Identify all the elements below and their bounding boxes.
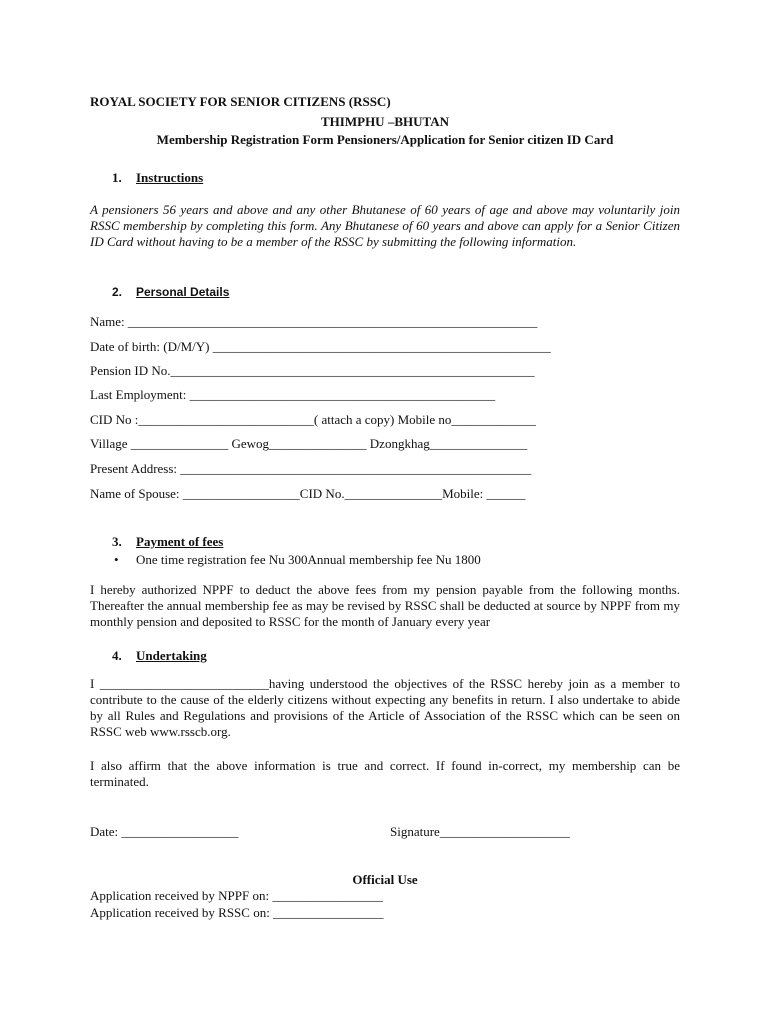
pension-id-field[interactable]: Pension ID No.________________________________________________________ bbox=[90, 363, 535, 378]
fee-bullet-item bbox=[114, 552, 481, 568]
section-number: 3. bbox=[112, 534, 122, 549]
section-title: Instructions bbox=[136, 170, 204, 185]
section-instructions-heading bbox=[112, 170, 203, 186]
fees-authorization-text: I hereby authorized NPPF to deduct the above fees from my pension payable from the following months. Thereafter the annual membership fee as may be revised by RSSC shall be deducted at source by NPPF from my monthly pension and deposited to RSSC for the month of January every year bbox=[90, 582, 680, 629]
undertaking-text: I __________________________having understood the objectives of the RSSC hereby join as a member to contribute to the cause of the elderly citizens without expecting any benefits in return. I also undertake to abide by all Rules and Regulations and provisions of the Article of Association of the RSSC which can be seen on RSSC web www.rsscb.org. bbox=[90, 676, 680, 739]
affirmation-text: I also affirm that the above information is true and correct. If found in-correct, my membership can be terminated. bbox=[90, 758, 680, 789]
section-title: Payment of fees bbox=[136, 534, 224, 549]
org-title: ROYAL SOCIETY FOR SENIOR CITIZENS (RSSC) bbox=[90, 94, 391, 109]
section-number: 4. bbox=[112, 648, 122, 663]
instructions-text: A pensioners 56 years and above and any other Bhutanese of 60 years of age and above may voluntarily join RSSC membership by completing this form. Any Bhutanese of 60 years and above can apply for a Senior Citizen ID Card without having to be a member of the RSSC by submitting the following information. bbox=[90, 202, 680, 249]
section-fees-heading bbox=[112, 534, 223, 550]
section-undertaking-heading bbox=[112, 648, 207, 664]
last-employment-field[interactable]: Last Employment: _______________________________________________ bbox=[90, 387, 496, 402]
section-title: Undertaking bbox=[136, 648, 207, 663]
village-gewog-dzongkhag-field[interactable]: Village _______________ Gewog_______________ Dzongkhag_______________ bbox=[90, 436, 528, 451]
present-address-field[interactable]: Present Address: ______________________________________________________ bbox=[90, 461, 532, 476]
signature-field[interactable]: Signature____________________ bbox=[390, 824, 570, 839]
section-title: Personal Details bbox=[136, 285, 230, 299]
bullet-icon: • bbox=[114, 552, 119, 567]
section-personal-heading bbox=[112, 284, 229, 300]
date-field[interactable]: Date: __________________ bbox=[90, 824, 239, 839]
section-number: 1. bbox=[112, 170, 122, 185]
official-use-title: Official Use bbox=[352, 872, 418, 887]
spouse-field[interactable]: Name of Spouse: __________________CID No._______________Mobile: ______ bbox=[90, 486, 526, 501]
name-field[interactable]: Name: _______________________________________________________________ bbox=[90, 314, 538, 329]
section-number: 2. bbox=[112, 285, 123, 299]
nppf-received-field[interactable]: Application received by NPPF on: _________________ bbox=[90, 888, 383, 903]
fee-bullet-text: One time registration fee Nu 300Annual membership fee Nu 1800 bbox=[136, 552, 481, 567]
form-title: Membership Registration Form Pensioners/Application for Senior citizen ID Card bbox=[156, 132, 614, 147]
rssc-received-field[interactable]: Application received by RSSC on: _________________ bbox=[90, 905, 384, 920]
cid-mobile-field[interactable]: CID No :___________________________( attach a copy) Mobile no_____________ bbox=[90, 412, 536, 427]
location-title: THIMPHU –BHUTAN bbox=[321, 114, 449, 129]
dob-field[interactable]: Date of birth: (D/M/Y) ____________________________________________________ bbox=[90, 339, 551, 354]
